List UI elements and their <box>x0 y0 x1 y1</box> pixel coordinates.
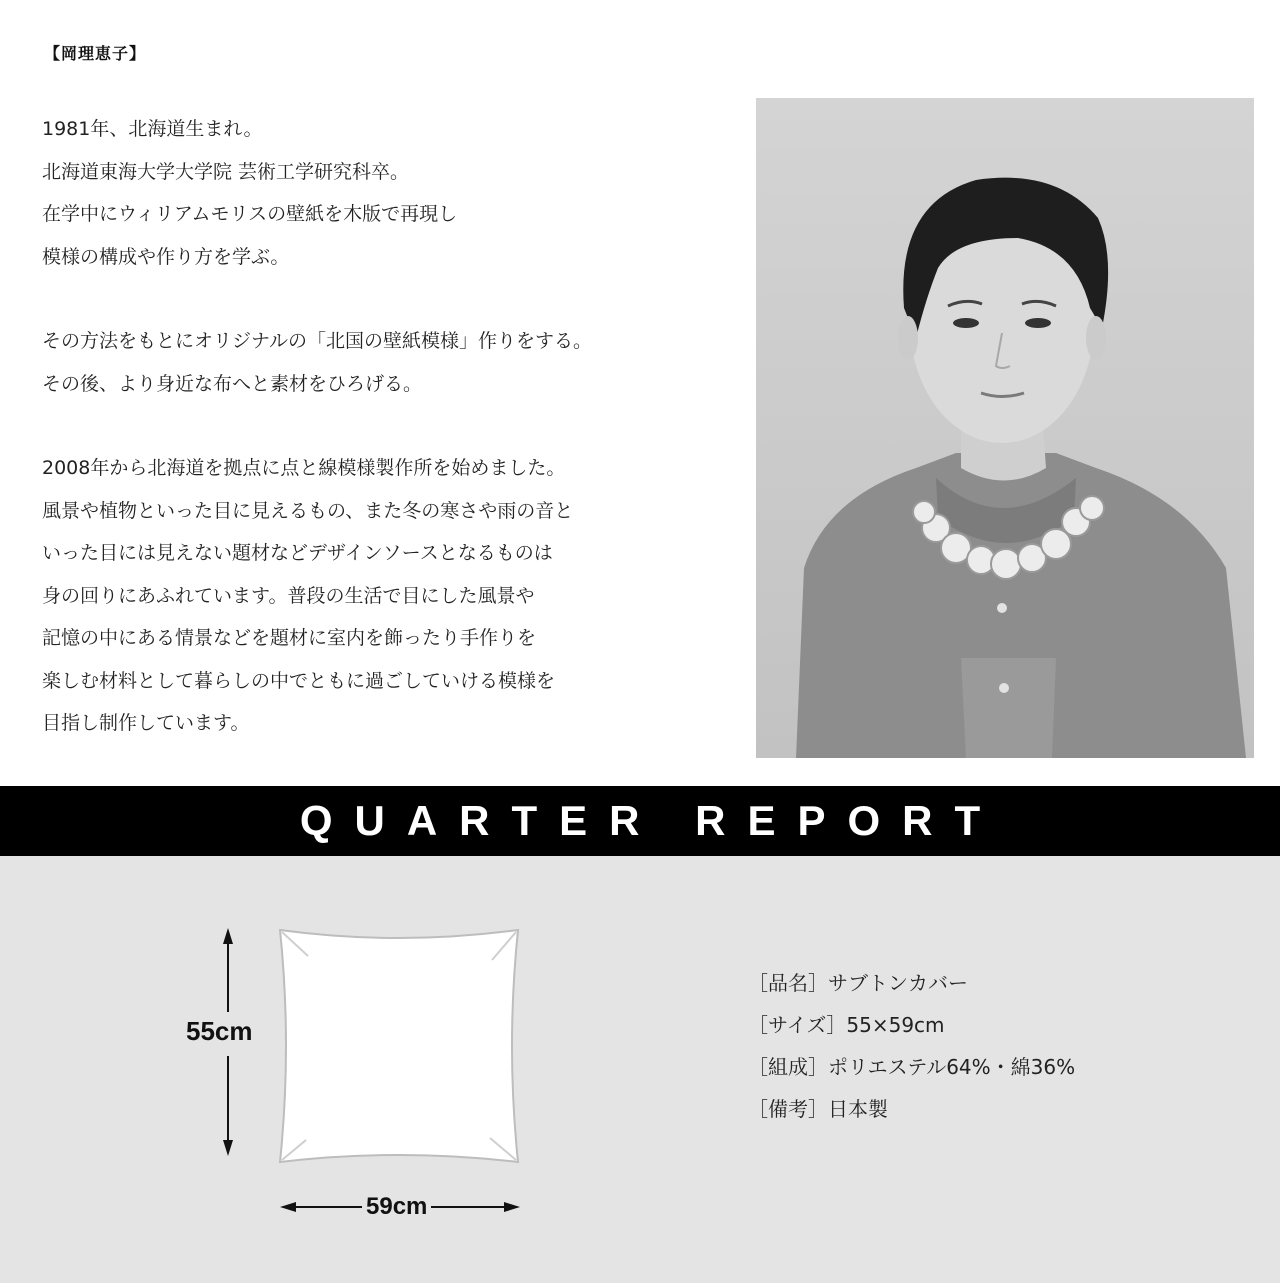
bio-line: 楽しむ材料として暮らしの中でともに過ごしていける模様を <box>42 669 556 692</box>
bio-line: 在学中にウィリアムモリスの壁紙を木版で再現し <box>42 203 458 225</box>
spec-notes: ［備考］日本製 <box>748 1097 888 1121</box>
cushion-outline-svg <box>0 856 700 1283</box>
bio-line: いった目には見えない題材などデザインソースとなるものは <box>42 542 553 564</box>
product-info-section <box>0 856 1280 1283</box>
bio-paragraph <box>42 447 742 745</box>
bio-line: 目指し制作しています。 <box>42 712 250 734</box>
bio-line: 風景や植物といった目に見えるもの、また冬の寒さや雨の音と <box>42 499 574 522</box>
width-label: 59cm <box>362 1193 431 1221</box>
bio-line: その方法をもとにオリジナルの「北国の壁紙模様」作りをする。 <box>42 330 593 352</box>
bio-line: その後、より身近な布へと素材をひろげる。 <box>42 372 423 395</box>
bio-paragraph <box>42 108 742 278</box>
spec-size: ［サイズ］55×59cm <box>748 1013 945 1037</box>
cushion-cover-shape <box>280 930 518 1162</box>
bio-line: 記憶の中にある情景などを題材に室内を飾ったり手作りを <box>42 627 537 649</box>
author-name: 【岡理恵子】 <box>44 44 147 63</box>
quarter-report-banner <box>0 786 1280 856</box>
bio-line: 1981年、北海道生まれ。 <box>42 118 263 140</box>
spec-product-name: ［品名］サブトンカバー <box>748 971 968 995</box>
bio-line: 模様の構成や作り方を学ぶ。 <box>42 245 290 268</box>
portrait-illustration <box>756 98 1254 758</box>
height-label: 55cm <box>186 1016 253 1046</box>
bio-paragraph <box>42 320 742 405</box>
author-bio <box>42 108 742 745</box>
author-portrait-photo <box>756 98 1254 758</box>
size-diagram <box>0 856 700 1283</box>
spec-composition: ［組成］ポリエステル64%・綿36% <box>748 1055 1076 1079</box>
bio-line: 身の回りにあふれています。普段の生活で目にした風景や <box>42 584 535 607</box>
banner-title: QUARTER REPORT <box>299 797 1003 844</box>
product-spec-list <box>748 962 1248 1130</box>
bio-line: 北海道東海大学大学院 芸術工学研究科卒。 <box>42 160 410 183</box>
bio-line: 2008年から北海道を拠点に点と線模様製作所を始めました。 <box>42 457 566 479</box>
